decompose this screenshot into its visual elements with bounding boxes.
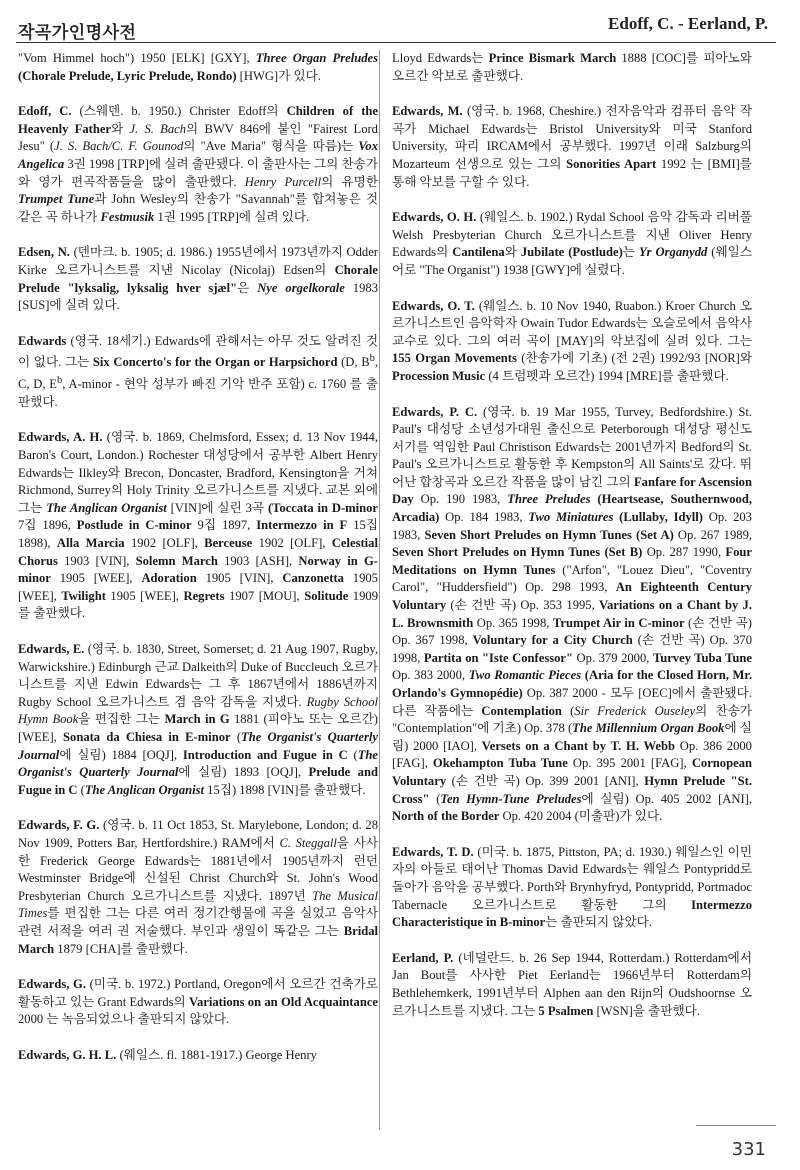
dictionary-entry: Edwards, P. C. (영국. b. 19 Mar 1955, Turvey, Bedfordshire.) St. Paul's 대성당 소년성가대원 출신으로 Peterborough 대성당 평신도 서기를 역임한 Paul Christison Edwards는 2001년까지 Bedford의 St. Paul's 오르가니스트로 활동한 후 Kempston의 All Saints'로 갔다. 뛰어난 합창곡과 오르간 작품을 많이 남긴 그의 Fanfare for Ascension Day Op. 190 1983, Three Preludes (Heartsease, Southernwood, Arcadia) Op. 184 1983, Two Miniatures (Lullaby, Idyll) Op. 203 1983, Seven Short Preludes on Hymn Tunes (Set A) Op. 267 1989, Seven Short Preludes on Hymn Tunes (Set B) Op. 287 1990, Four Meditations on Hymn Tunes ("Arfon", "Louez Dieu", "Coventry Carol", "Huddersfield") Op. 298 1993, An Eighteenth Century Voluntary (손 건반 곡) Op. 353 1995, Variations on a Chant by J. L. Brownsmith Op. 365 1998, Trumpet Air in C-minor (손 건반 곡) Op. 367 1998, Voluntary for a City Church (손 건반 곡) Op. 370 1998, Partita on "Iste Confessor" Op. 379 2000, Turvey Tuba Tune Op. 383 2000, Two Romantic Pieces (Aria for the Closed Horn, Mr. Orlando's Gymnopédie) Op. 387 2000 - 모두 [OEC]에서 출판됐다. 다른 작품에는 Contemplation (Sir Frederick Ouseley의 찬송가 "Contemplation"에 기초) Op. 378 (The Millennium Organ Book에 실림) 2000 [IAO], Versets on a Chant by T. H. Webb Op. 386 2000 [FAG], Okehampton Tuba Tune Op. 395 2001 [FAG], Cornopean Voluntary (손 건반 곡) Op. 399 2001 [ANI], Hymn Prelude "St. Cross" (Ten Hymn-Tune Preludes에 실림) Op. 405 2002 [ANI], North of the Border Op. 420 2004 (미출판)가 있다. bbox=[392, 404, 753, 824]
right-column bbox=[392, 50, 752, 1038]
dictionary-entry: Edwards, T. D. (미국. b. 1875, Pittston, PA; d. 1930.) 웨일스인 이민자의 아들로 태어난 Thomas David Edwards는 웨일스 Pontypridd로 돌아가 음악을 공부했다. Porth와 Brynhyfryd, Pontypridd, Portmadoc Tabernacle 오르가니스트로 활동한 그의 Intermezzo Characteristique in B-minor는 출판되지 않았다. bbox=[392, 844, 753, 930]
page-number: 331 bbox=[731, 1139, 766, 1160]
header-rule bbox=[16, 42, 776, 43]
running-header-right: Edoff, C. - Eerland, P. bbox=[608, 14, 768, 33]
dictionary-entry: Lloyd Edwards는 Prince Bismark March 1888 [COC]를 피아노와 오르간 악보로 출판했다. bbox=[392, 51, 752, 83]
dictionary-entry: Edwards, F. G. (영국. b. 11 Oct 1853, St. Marylebone, London; d. 28 Nov 1909, Potters Bar, Hertfordshire.) RAM에서 C. Steggall을 사사한 Frederick George Edwards는 1881년에서 1905년까지 런던 Westminster Bridge에 신설된 Christ Church와 St. John's Wood Presbyterian Church 오르가니스트를 지냈다. 1897년 The Musical Times를 편집한 그는 다른 여러 정기간행물에 곡을 실었고 음악사 관련 서적을 여러 권 저술했다. 부인과 생일이 똑같은 그는 Bridal March 1879 [CHA]를 출판했다. bbox=[18, 818, 378, 956]
bottom-rule bbox=[696, 1125, 776, 1126]
dictionary-entry: Edwards (영국. 18세기.) Edwards에 관해서는 아무 것도 알려진 것이 없다. 그는 Six Concerto's for the Organ or Harpsichord (D, $B^b$, C, D, $E^b$, A-minor - 현악 성부가 빠진 기악 반주 포함) c. 1760 를 출판했다. bbox=[18, 333, 379, 409]
dictionary-entry: Edwards, M. (영국. b. 1968, Cheshire.) 전자음악과 컴퓨터 음악 작곡가 Michael Edwards는 Bristol University와 미국 Stanford University, 파리 IRCAM에서 공부했다. 1997년 이래 Salzburg의 Mozarteum 선생으로 있는 그의 Sonorities Apart 1992 는 [BMI]를 통해 악보를 구할 수 있다. bbox=[392, 104, 752, 189]
dictionary-entry: Edwards, A. H. (영국. b. 1869, Chelmsford, Essex; d. 13 Nov 1944, Baron's Court, London.) Rochester 대성당에서 공부한 Albert Henry Edwards는 Ilkley와 Brecon, Doncaster, Bradford, Kensington을 거쳐 Richmond, Surrey의 Holy Trinity 오르가니스트를 지냈다. 교본 외에 그는 The Anglican Organist [VIN]에 실린 3곡 (Toccata in D-minor 7집 1896, Postlude in C-minor 9집 1897, Intermezzo in F 15집 1898), Alla Marcia 1902 [OLF], Berceuse 1902 [OLF], Celestial Chorus 1903 [VIN], Solemn March 1903 [ASH], Norway in G-minor 1905 [WEE], Adoration 1905 [VIN], Canzonetta 1905 [WEE], Twilight 1905 [WEE], Regrets 1907 [MOU], Solitude 1909 를 출판했다. bbox=[18, 430, 379, 621]
dictionary-entry: Edwards, G. H. L. (웨일스. fl. 1881-1917.) George Henry bbox=[18, 1047, 317, 1062]
dictionary-entry: Edwards, E. (영국. b. 1830, Street, Somerset; d. 21 Aug 1907, Rugby, Warwickshire.) Edinburgh 근교 Dalkeith의 Duke of Buccleuch 오르가니스트를 지낸 Edwin Edwards는 그 후 1867년에서 1886년까지 Rugby School 오르가니스트 겸 음악 감독을 지냈다. Rugby School Hymn Book을 편집한 그는 March in G 1881 (피아노 또는 오르간) [WEE], Sonata da Chiesa in E-minor (The Organist's Quarterly Journal에 실림) 1884 [OQJ], Introduction and Fugue in C (The Organist's Quarterly Journal에 실림) 1893 [OQJ], Prelude and Fugue in C (The Anglican Organist 15집) 1898 [VIN]를 출판했다. bbox=[18, 642, 379, 797]
dictionary-entry: "Vom Himmel hoch") 1950 [ELK] [GXY], Three Organ Preludes (Chorale Prelude, Lyric Prelude, Rondo) [HWG]가 있다. bbox=[18, 51, 378, 83]
dictionary-entry: Edsen, N. (덴마크. b. 1905; d. 1986.) 1955년에서 1973년까지 Odder Kirke 오르가니스트를 지낸 Nicolay (Nicolaj) Edsen의 Chorale Prelude "lyksalig, lyksalig hver sjæl"은 Nye orgelkorale 1983 [SUS]에 실려 있다. bbox=[18, 245, 378, 313]
running-header-left: 작곡가인명사전 bbox=[18, 23, 137, 43]
dictionary-entry: Edwards, O. T. (웨일스. b. 10 Nov 1940, Ruabon.) Kroer Church 오르가니스트인 음악학자 Owain Tudor Edwards는 오슬로에서 음악사 교수로 있다. 그의 여러 곡이 [MAY]의 악보집에 실려 있다. 그는 155 Organ Movements (찬송가에 기초) (전 2권) 1992/93 [NOR]와 Procession Music (4 트럼펫과 오르간) 1994 [MRE]를 출판했다. bbox=[392, 298, 752, 383]
dictionary-entry: Eerland, P. (네덜란드. b. 26 Sep 1944, Rotterdam.) Rotterdam에서 Jan Bout를 사사한 Piet Eerland는 1966년부터 Rotterdam의 Bethlehemkerk, 1991년부터 Alphen aan den Rijn의 Oudshoornse 오르가니스트를 지냈다. 그는 5 Psalmen [WSN]을 출판했다. bbox=[392, 950, 752, 1018]
dictionary-entry: Edwards, G. (미국. b. 1972.) Portland, Oregon에서 오르간 건축가로 활동하고 있는 Grant Edwards의 Variations on an Old Acquaintance 2000 는 녹음되었으나 출판되지 않았다. bbox=[18, 977, 379, 1027]
left-column bbox=[18, 50, 378, 1082]
column-divider bbox=[379, 50, 380, 1130]
dictionary-entry: Edwards, O. H. (웨일스. b. 1902.) Rydal School 음악 감독과 리버풀 Welsh Presbyterian Church 오르가니스트를 지낸 Oliver Henry Edwards의 Cantilena와 Jubilate (Postlude)는 Yr Organydd (웨일스어로 "The Organist") 1938 [GWY]에 실렸다. bbox=[392, 210, 753, 277]
dictionary-entry: Edoff, C. (스웨덴. b. 1950.) Christer Edoff의 Children of the Heavenly Father와 J. S. Bach의 BWV 846에 붙인 "Fairest Lord Jesu" (J. S. Bach/C. F. Gounod의 "Ave Maria" 형식을 따름)는 Vox Angelica 3권 1998 [TRP]에 실려 출판됐다. 이 출판사는 그의 찬송가와 영가 편곡작품들을 많이 출판했다. Henry Purcell의 유명한 Trumpet Tune과 John Wesley의 찬송가 "Savannah"를 합쳐놓은 것 같은 곡 하나가 Festmusik 1권 1995 [TRP]에 실려 있다. bbox=[18, 104, 379, 224]
